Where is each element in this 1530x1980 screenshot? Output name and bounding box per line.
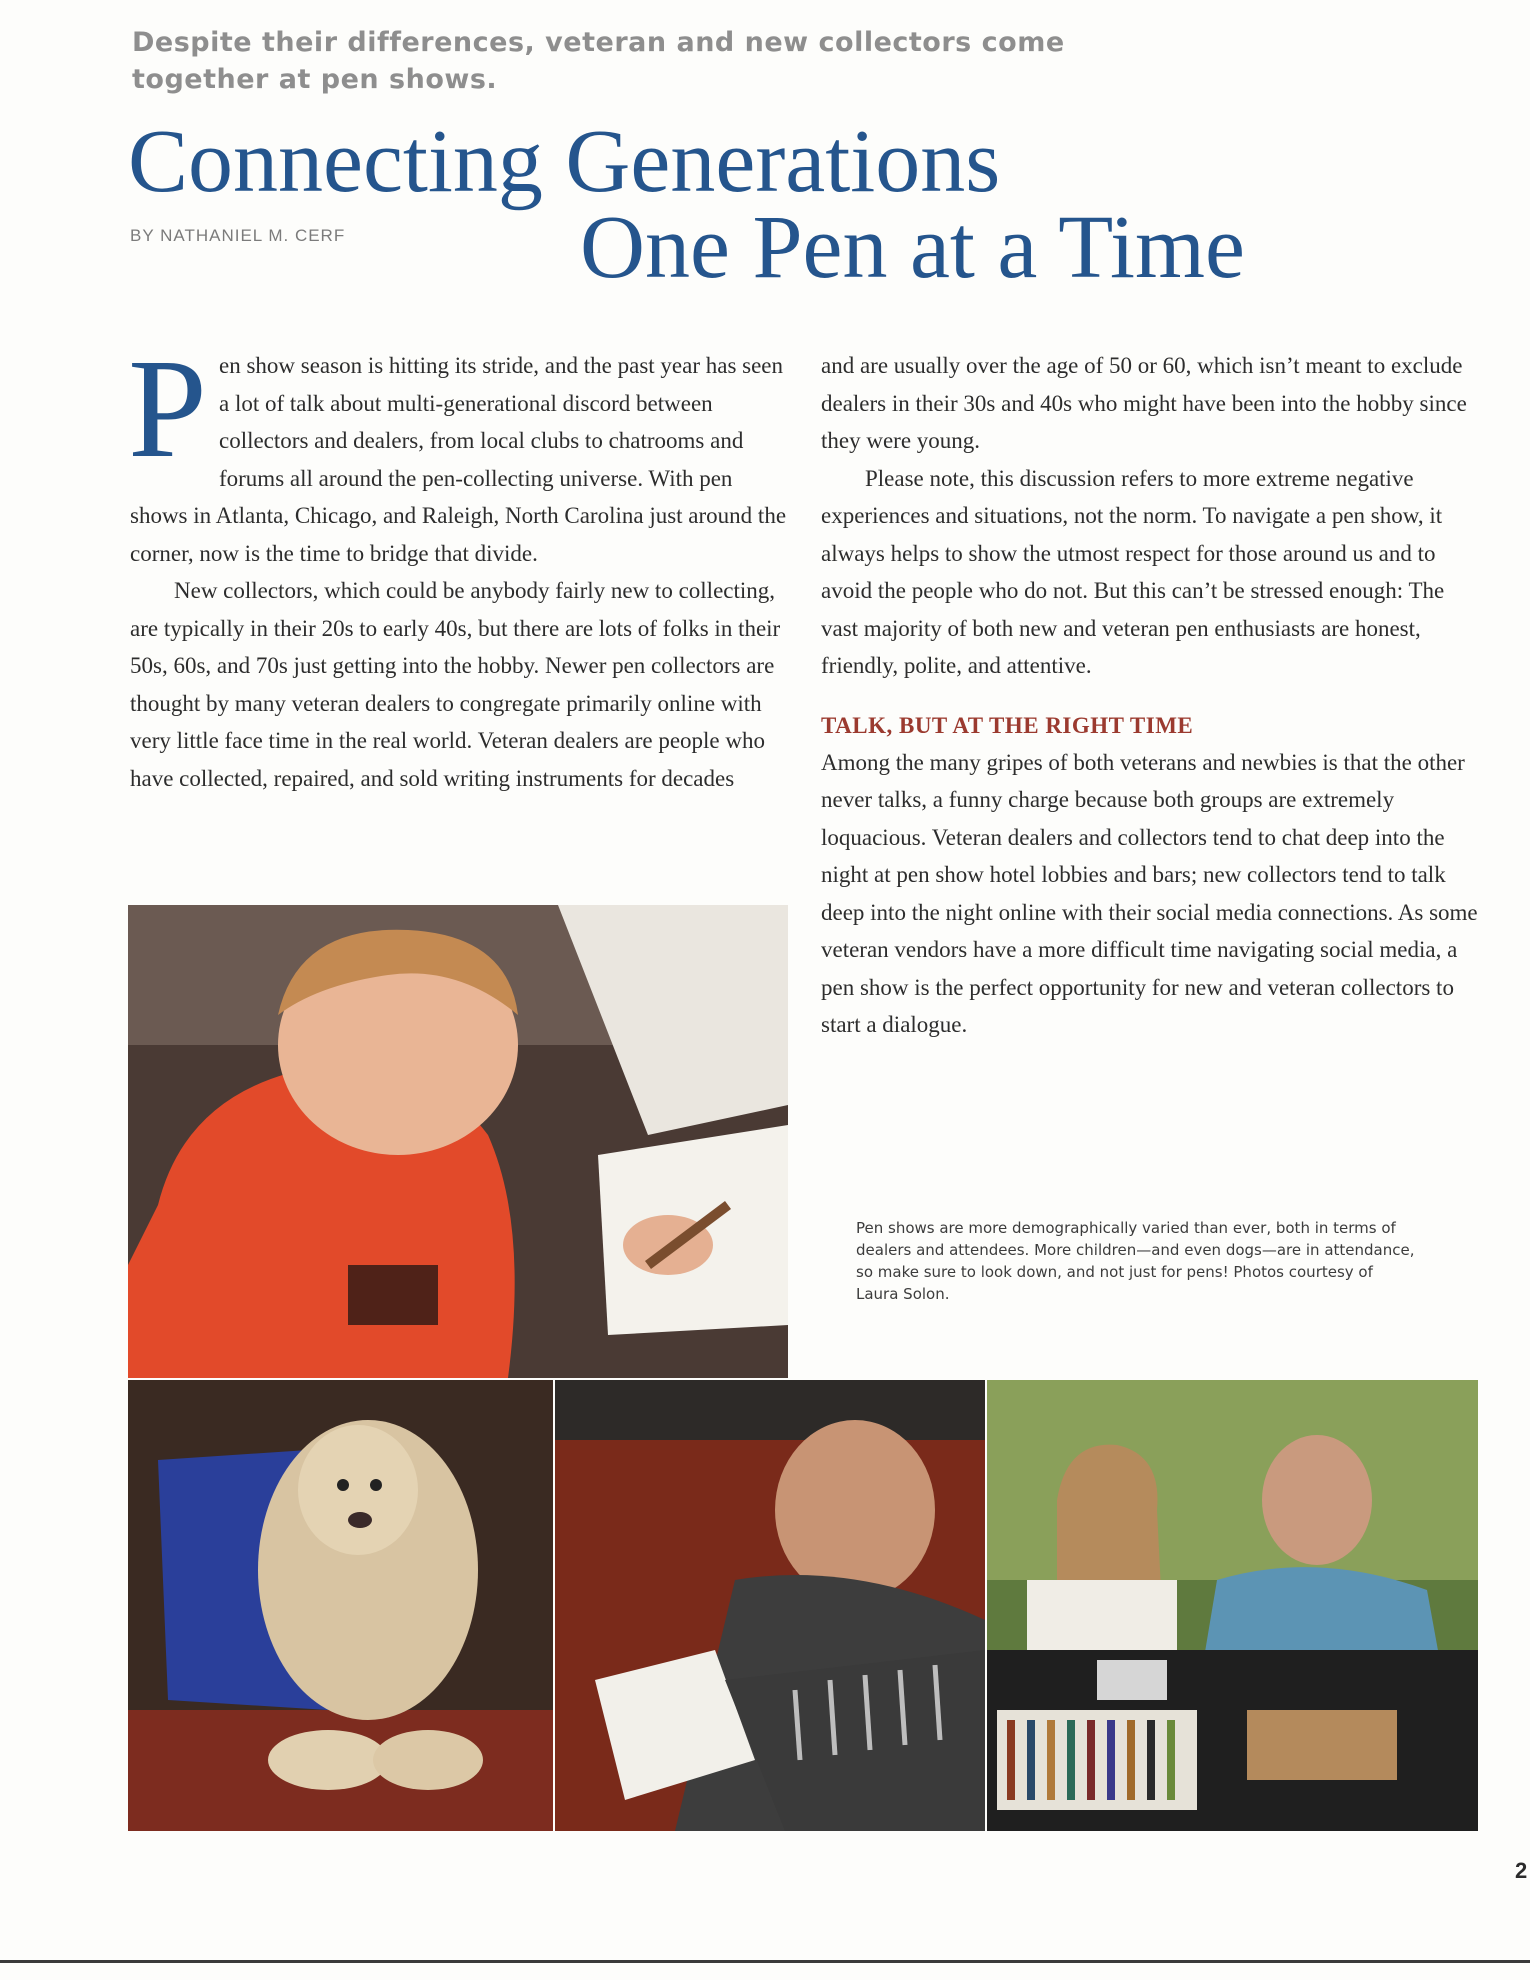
photo-collector-testing-pens <box>555 1380 985 1831</box>
paragraph-intro <box>128 329 788 572</box>
photo-child-writing <box>128 905 788 1378</box>
article-title-line-1: Connecting Generations <box>128 112 1001 211</box>
drop-cap: P <box>128 329 207 487</box>
paragraph-continued: and are usually over the age of 50 or 60, which isn’t meant to exclude dealers in their 30s and 40s who might have been into the hobby since they were young. <box>821 353 1467 453</box>
paragraph-talk: Among the many gripes of both veterans and newbies is that the other never talks, a funny charge because both groups are extremely loquacious. Veteran dealers and collectors tend to chat deep into the night at pen show hotel lobbies and bars; new collectors tend to talk deep into the night online with their social media connections. As some veteran vendors have a more difficult time navigating social media, a pen show is the perfect opportunity for new and veteran collectors to start a dialogue. <box>821 749 1478 1037</box>
photo-dealers-at-table <box>987 1380 1478 1831</box>
left-column <box>128 329 788 797</box>
section-subhead: TALK, BUT AT THE RIGHT TIME <box>821 712 1194 738</box>
byline: BY NATHANIEL M. CERF <box>130 226 346 245</box>
photo-caption: Pen shows are more demographically varied than ever, both in terms of dealers and attendees. More children—and even dogs—are in attendance, so make sure to look down, and not just for pens! Photos courtesy of Laura Solon. <box>856 1219 1415 1303</box>
paragraph-intro-text: en show season is hitting its stride, and the past year has seen a lot of talk about multi-generational discord between collectors and dealers, from local clubs to chatrooms and forums all around the pen-collecting universe. With pen shows in Atlanta, Chicago, and Raleigh, North Carolina just around the corner, now is the time to bridge that divide. <box>130 353 787 566</box>
photo-golden-retriever <box>128 1380 553 1831</box>
page-number: 2 <box>1515 1858 1528 1883</box>
paragraph-new-collectors: New collectors, which could be anybody fairly new to collecting, are typically in their 20s to early 40s, but there are lots of folks in their 50s, 60s, and 70s just getting into the hobby. Newer pen collectors are thought by many veteran dealers to congregate primarily online with very little face time in the real world. Veteran dealers are people who have collected, repaired, and sold writing instruments for decades <box>130 578 781 791</box>
article-deck: Despite their differences, veteran and new collectors come together at pen shows. <box>132 27 1065 95</box>
right-column <box>821 347 1487 1044</box>
paragraph-please-note: Please note, this discussion refers to more extreme negative experiences and situations, not the norm. To navigate a pen show, it always helps to show the utmost respect for those around us and to avoid the people who do not. But this can’t be stressed enough: The vast majority of both new and veteran pen enthusiasts are honest, friendly, polite, and attentive. <box>821 465 1445 678</box>
article-title-line-2: One Pen at a Time <box>580 198 1245 297</box>
bottom-rule <box>0 1960 1530 1963</box>
